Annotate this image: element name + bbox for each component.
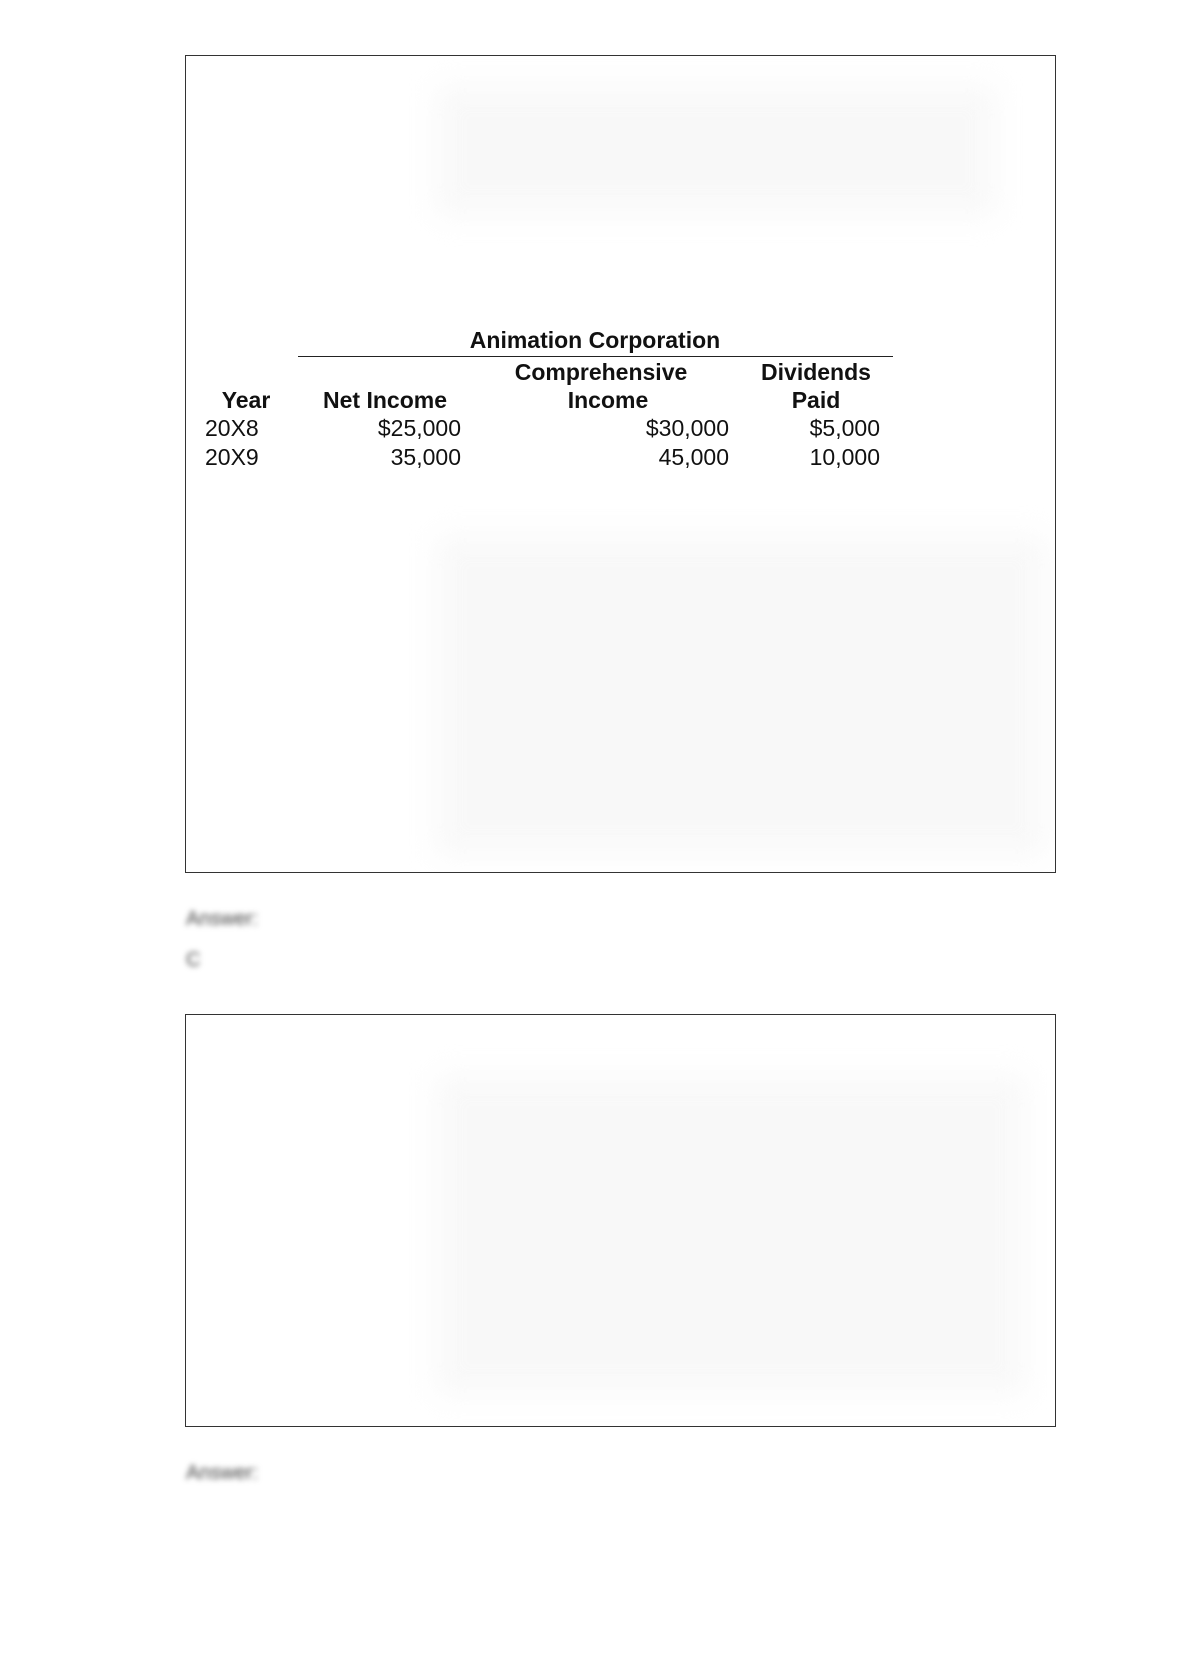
table-cell-year: 20X9 bbox=[205, 444, 259, 470]
table-cell-comprehensive-income: $30,000 bbox=[645, 415, 729, 441]
figure-frame-2 bbox=[185, 1014, 1056, 1427]
col-header-dividends-line1: Dividends bbox=[761, 359, 871, 385]
answer-label: Answer: bbox=[186, 1462, 259, 1484]
header-rule bbox=[298, 356, 893, 357]
table-cell-dividends-paid: $5,000 bbox=[809, 415, 880, 441]
col-header-comprehensive-line2: Income bbox=[567, 387, 649, 413]
company-title: Animation Corporation bbox=[469, 327, 721, 353]
answer-value: C bbox=[186, 949, 201, 971]
col-header-net-income: Net Income bbox=[323, 387, 447, 413]
col-header-dividends-line2: Paid bbox=[791, 387, 841, 413]
table-cell-comprehensive-income: 45,000 bbox=[658, 444, 729, 470]
income-table bbox=[186, 56, 1055, 872]
figure-frame-1 bbox=[185, 55, 1056, 873]
blurred-region bbox=[436, 1075, 1026, 1395]
answer-label: Answer: bbox=[186, 908, 259, 930]
table-cell-dividends-paid: 10,000 bbox=[809, 444, 880, 470]
table-cell-year: 20X8 bbox=[205, 415, 259, 441]
table-cell-net-income: 35,000 bbox=[390, 444, 461, 470]
col-header-year: Year bbox=[221, 387, 271, 413]
col-header-comprehensive-line1: Comprehensive bbox=[514, 359, 688, 385]
table-cell-net-income: $25,000 bbox=[377, 415, 461, 441]
